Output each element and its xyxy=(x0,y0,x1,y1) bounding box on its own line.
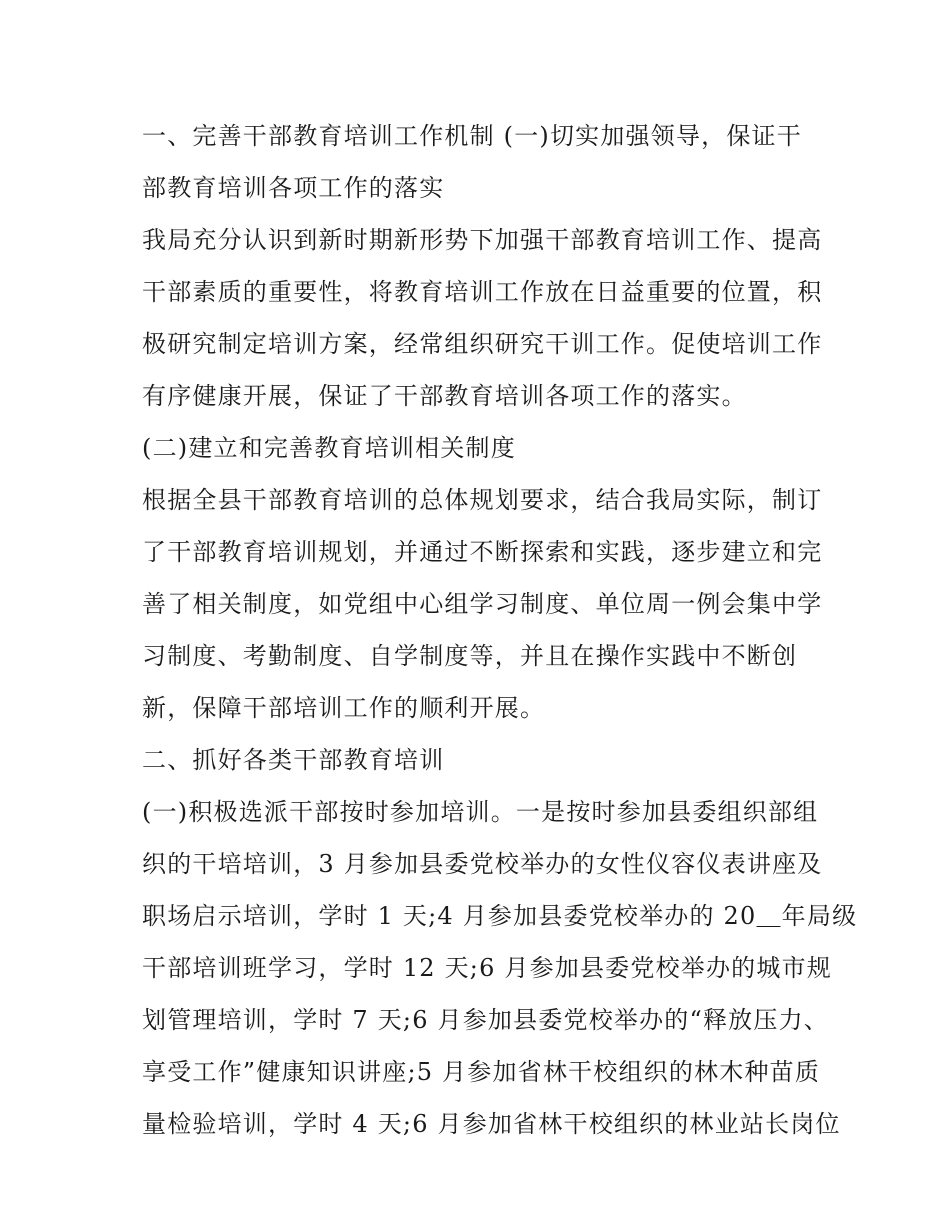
paragraph-line: 我局充分认识到新时期新形势下加强干部教育培训工作、提高 xyxy=(142,226,823,254)
paragraph-line: 干部素质的重要性，将教育培训工作放在日益重要的位置，积 xyxy=(142,278,823,306)
paragraph-line: 享受工作”健康知识讲座;5 月参加省林干校组织的林木种苗质 xyxy=(142,1058,821,1086)
heading-section-1: 一、完善干部教育培训工作机制 (一)切实加强领导，保证干 xyxy=(142,122,802,150)
paragraph-line: 极研究制定培训方案，经常组织研究干训工作。促使培训工作 xyxy=(142,330,823,358)
paragraph-line: 职场启示培训，学时 1 天;4 月参加县委党校举办的 20＿年局级 xyxy=(142,902,858,930)
paragraph-line: 根据全县干部教育培训的总体规划要求，结合我局实际，制订 xyxy=(142,486,823,514)
paragraph-line: 有序健康开展，保证了干部教育培训各项工作的落实。 xyxy=(142,382,747,410)
paragraph-line: 善了相关制度，如党组中心组学习制度、单位周一例会集中学 xyxy=(142,590,823,618)
paragraph-line: 干部培训班学习，学时 12 天;6 月参加县委党校举办的城市规 xyxy=(142,954,832,982)
document-body xyxy=(142,110,858,1150)
subheading-1-2: (二)建立和完善教育培训相关制度 xyxy=(142,434,516,462)
paragraph-line: (一)积极选派干部按时参加培训。一是按时参加县委组织部组 xyxy=(142,798,819,826)
paragraph-line: 新，保障干部培训工作的顺利开展。 xyxy=(142,694,546,722)
heading-section-2: 二、抓好各类干部教育培训 xyxy=(142,746,445,774)
paragraph-line: 划管理培训，学时 7 天;6 月参加县委党校举办的“释放压力、 xyxy=(142,1006,829,1034)
paragraph-line: 了干部教育培训规划，并通过不断探索和实践，逐步建立和完 xyxy=(142,538,823,566)
paragraph-line: 织的干培培训，3 月参加县委党校举办的女性仪容仪表讲座及 xyxy=(142,850,823,878)
paragraph-line: 习制度、考勤制度、自学制度等，并且在操作实践中不断创 xyxy=(142,642,798,670)
paragraph-line: 量检验培训，学时 4 天;6 月参加省林干校组织的林业站长岗位 xyxy=(142,1110,841,1138)
heading-section-1-cont: 部教育培训各项工作的落实 xyxy=(142,174,445,202)
